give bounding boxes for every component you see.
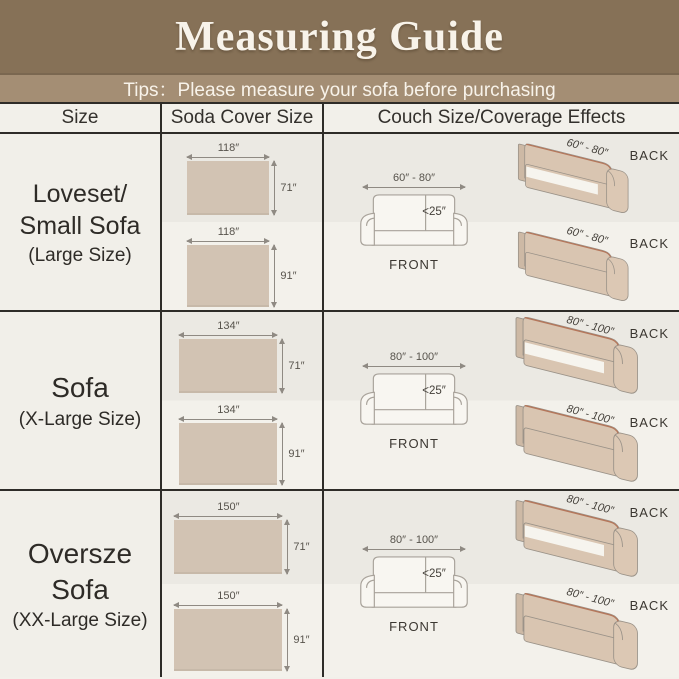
cover-width-label: 134″ (217, 319, 240, 332)
tips-text: Tips：Please measure your sofa before purchasing (123, 80, 556, 101)
back-label: BACK (629, 598, 669, 613)
height-arrow (287, 520, 288, 574)
cover-rectangle (187, 245, 269, 307)
size-cell-oversize (0, 491, 162, 677)
page-title: Measuring Guide (175, 13, 504, 60)
cover-width-label: 150″ (217, 501, 240, 513)
cover-width-label: 150″ (217, 590, 240, 602)
title-bar (0, 0, 679, 75)
back-label: BACK (629, 326, 669, 341)
front-label: FRONT (389, 435, 439, 451)
cover-rectangle (174, 520, 282, 574)
cover-diagram-71 (162, 491, 322, 584)
back-label: BACK (629, 414, 669, 430)
size-subtitle: (X-Large Size) (18, 408, 142, 430)
couch-width-range: 80″ - 100″ (389, 350, 439, 363)
size-name: Sofa (51, 372, 109, 404)
cover-diagram-91 (162, 401, 322, 490)
seat-depth-label: <25″ (422, 568, 446, 581)
sofa-size-range: 60″ - 80″ (565, 224, 609, 248)
cover-height-label: 91″ (293, 634, 310, 646)
sofa-size-range: 60″ - 80″ (565, 136, 609, 160)
cover-size-cell-sofa (162, 312, 324, 491)
height-arrow (282, 339, 283, 393)
couch-front-diagram (324, 312, 504, 489)
width-arrow (363, 366, 465, 367)
height-arrow (282, 423, 283, 485)
width-arrow (363, 187, 465, 188)
coverage-cell-oversize (324, 491, 679, 677)
width-arrow (363, 549, 465, 550)
size-name: Loveset/ Small Sofa (19, 179, 141, 240)
front-label: FRONT (389, 257, 439, 272)
cover-diagram-91 (162, 222, 322, 310)
width-arrow (174, 516, 282, 517)
column-header-sofa-cover-size: Soda Cover Size (162, 104, 324, 134)
height-arrow (287, 609, 288, 671)
size-table (0, 104, 679, 677)
couch-front-icon (355, 371, 473, 431)
size-cell-sofa (0, 312, 162, 491)
covered-sofa-partial (504, 312, 675, 401)
column-header-size: Size (0, 104, 162, 134)
width-arrow (179, 335, 277, 336)
cover-height-label: 71″ (280, 181, 297, 194)
couch-width-range: 60″ - 80″ (392, 172, 436, 184)
cover-height-label: 71″ (288, 359, 305, 372)
cover-width-label: 118″ (217, 141, 240, 154)
sofa-size-range: 80″ - 100″ (565, 313, 615, 339)
couch-front-icon (355, 192, 473, 252)
covered-sofa-partial (504, 491, 675, 584)
cover-width-label: 118″ (217, 225, 240, 238)
cover-size-cell-oversize (162, 491, 324, 677)
sofa-size-range: 80″ - 100″ (565, 585, 615, 611)
seat-depth-label: <25″ (422, 384, 446, 397)
cover-diagram-71 (162, 312, 322, 401)
cover-width-label: 134″ (217, 404, 240, 417)
size-subtitle: (Large Size) (28, 244, 132, 266)
cover-diagram-71 (162, 134, 322, 222)
width-arrow (187, 241, 269, 242)
couch-front-diagram (324, 491, 504, 677)
back-label: BACK (629, 505, 669, 520)
back-label: BACK (629, 148, 669, 163)
cover-size-cell-loveseat (162, 134, 324, 312)
covered-sofa-full (504, 401, 675, 490)
front-label: FRONT (389, 619, 439, 634)
width-arrow (187, 157, 269, 158)
size-name: Oversze Sofa (27, 537, 133, 605)
sofa-size-range: 80″ - 100″ (565, 492, 615, 518)
cover-height-label: 91″ (280, 269, 297, 282)
covered-sofa-partial (504, 134, 675, 222)
covered-sofa-full (504, 584, 675, 677)
sofa-size-range: 80″ - 100″ (565, 402, 615, 427)
column-header-coverage-effects: Couch Size/Coverage Effects (324, 104, 679, 134)
covered-sofa-full (504, 222, 675, 310)
coverage-cell-sofa (324, 312, 679, 491)
cover-rectangle (179, 339, 277, 393)
cover-rectangle (174, 609, 282, 671)
coverage-effects (504, 134, 679, 310)
cover-height-label: 91″ (288, 448, 305, 461)
height-arrow (274, 245, 275, 307)
coverage-effects (504, 312, 679, 489)
cover-rectangle (179, 423, 277, 485)
width-arrow (174, 605, 282, 606)
back-label: BACK (629, 236, 669, 251)
cover-diagram-91 (162, 584, 322, 677)
couch-front-icon (355, 554, 473, 614)
seat-depth-label: <25″ (422, 206, 446, 219)
height-arrow (274, 161, 275, 215)
couch-width-range: 80″ - 100″ (389, 534, 439, 546)
coverage-cell-loveseat (324, 134, 679, 312)
size-cell-loveseat (0, 134, 162, 312)
size-subtitle: (XX-Large Size) (12, 610, 148, 632)
tips-bar (0, 75, 679, 104)
cover-height-label: 71″ (293, 541, 310, 553)
couch-front-diagram (324, 134, 504, 310)
coverage-effects (504, 491, 679, 677)
cover-rectangle (187, 161, 269, 215)
width-arrow (179, 419, 277, 420)
